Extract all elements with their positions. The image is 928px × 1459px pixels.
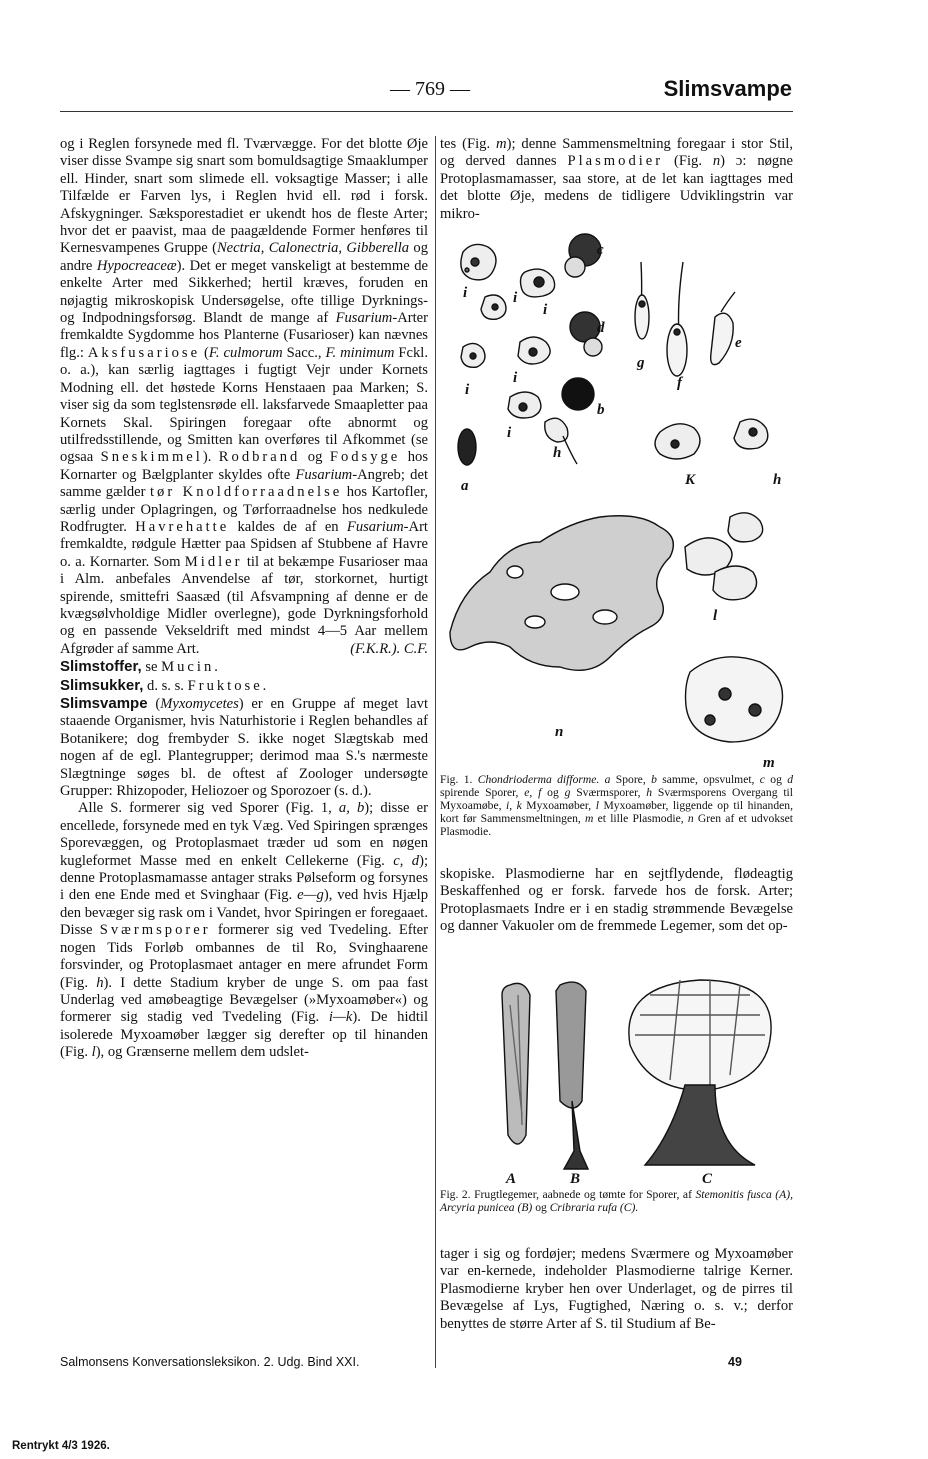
right-column-bottom xyxy=(440,1246,793,1333)
amoeba-cell xyxy=(521,269,555,297)
figure-1-caption: Fig. 1. Chondrioderma difforme. a Spore, b samme, opsvulmet, c og d spirende Sporer, e, f og g Sværmsporer, h Sværmsporens Overgang til Myxoamøbe, i, k Myxoamøber, l Myxoamøber, liggende op til hinanden, kort før Sammensmeltningen, m et lille Plasmodie, n Gren af et udvokset Plasmodie. xyxy=(440,773,794,838)
column-divider xyxy=(435,136,436,1368)
amoeba-k xyxy=(655,424,700,459)
page-number: — 769 — xyxy=(390,78,470,100)
fruiting-body-B xyxy=(556,982,588,1169)
paragraph-plasmodia-nuclei: tager i sig og fordøjer; medens Sværmere og Myxoamøber var en-kernede, indeholder Plasmodierne talrige Kerner. Plasmodierne kryber hen over Underlaget, og de pirres til Bevægelse af Lys, Fugtighed, Næring o. s. v.; derfor benyttes de større Arter af S. til Studium af Be- xyxy=(440,1246,793,1332)
fig1-label: l xyxy=(713,608,718,624)
running-head: Slimsvampe xyxy=(663,76,792,101)
publication-line: Salmonsens Konversationsleksikon. 2. Udg. Bind XXI. xyxy=(60,1355,360,1369)
author-signature: (F.K.R.). C.F. xyxy=(350,640,428,657)
page-header xyxy=(60,68,792,108)
paragraph-spores: Alle S. formerer sig ved Sporer (Fig. 1, a, b); disse er encellede, forsynede med en tyk Væg. Ved Spiringen sprænges Sporevæggen, og Protoplasmaet træder ud som en nøgen kugleformet Masse med en enkelt Cellekerne (Fig. c, d); denne Protoplasmamasse antager straks Pølseform og forsynes i den ene Ende med et Svinghaar (Fig. e—g), ved hvis Hjælp den bevæger sig rask om i Vandet, hvor Spiringen er foregaaet. Disse Sværmsporer formerer sig ved Tvedeling. Efter nogen Tids Forløb ombannes de til Ro, Svinghaarene forsvinder, og Protoplasmaet antager en mere afrundet Form (Fig. h). I dette Stadium kryber de unge S. om paa fast Underlag ved amøbeagtige Bevægelser (»Myxoamøber«) og formerer sig stadig ved Tvedeling (Fig. i—k). De hidtil isolerede Myxoamøber lægger sig derefter op til hinanden (Fig. l), og Grænserne mellem dem udslet- xyxy=(60,800,429,1061)
paragraph-plasmodia-cont: skopiske. Plasmodierne har en sejtflydende, flødeagtig Beskaffenhed og er forsk. farvede hos de forsk. Arter; Protoplasmaets Indre er i en stadig strømmende Bevægelse og danner Vakuoler om de fremmede Legemer, som det op- xyxy=(440,866,793,935)
fig1-label: h xyxy=(773,472,782,488)
reprint-note: Rentrykt 4/3 1926. xyxy=(12,1440,110,1452)
entry-slimstoffer: Slimstoffer, se Mucin. xyxy=(60,658,218,676)
fig1-label: g xyxy=(637,355,645,371)
entry-slimsukker: Slimsukker, d. s. s. Fruktose. xyxy=(60,676,267,694)
fig2-label: A xyxy=(506,1171,517,1185)
swarm-spore-g xyxy=(635,262,649,339)
fig1-label: K xyxy=(685,472,696,488)
amoeba-cell xyxy=(481,295,506,319)
fig1-label: m xyxy=(763,755,775,767)
right-column-middle xyxy=(440,866,793,936)
figure-2-labels xyxy=(505,1171,713,1185)
page-footer xyxy=(60,1355,793,1369)
fruiting-body-A xyxy=(502,983,530,1144)
fig1-label: i xyxy=(507,425,512,441)
paragraph-fusarioses: og i Reglen forsynede med fl. Tværvægge. For det blotte Øje viser disse Svampe sig snart som bomuldsagtige Smaaklumper ell. Hinder, snart som slimede ell. voksagtige Masser; i alle Tilfælde er Farven lys, i Reglen hvid ell. rød i forsk. Afskygninger. Sæksporestadiet er ukendt hos de fleste Arter; hvor det er paavist, maa de paagældende Former henføres til Kernesvampenes Gruppe (Nectria, Calonectria, Gibberella og andre Hypocreaceæ). Det er meget vanskeligt at bestemme de enkelte Arter med Sikkerhed; hertil kræves, foruden en nøjagtig mikroskopisk Undersøgelse, ofte tillige Dyrknings- og Indpodningsforsøg. Blandt de mange af Fusarium-Arter fremkaldte Sygdomme hos Planterne (Fusarioser) kan nævnes flg.: Aksfusariose (F. culmorum Sacc., F. minimum Fckl. o. a.), kan særlig iagttages i fugtigt Vejr under Kornets Modning ell. det høstede Korns Henstaaen paa Marken; S. viser sig da som teglstensrøde ell. laksfarvede Smaapletter paa Kornets Skal. Spiringen foregaar ofte abnormt og utilfredsstillende, og Smitten kan overføres til Afkommet (se ogsaa Sneskimmel). Rodbrand og Fodsyge hos Kornarter og Bælgplanter skyldes ofte Fusarium-Angreb; det samme gælder tør Knoldforraadnelse hos Kartofler, særlig under Oplagringen, og Tørforraadnelse hos nedkulede Rodfrugter. Havrehatte kaldes de af en Fusarium-Art fremkaldte, rødgule Hætter paa Spidsen af Stubbene af Havre o. a. Kornarter. Som Midler til at bekæmpe Fusarioser maa i Alm. anbefales Anvendelse af tør, storkornet, hurtigt spirende, smittefri Saasæd (til Afsvampning af denne er de kvægsølvholdige Midler overlegne), gode Dyrkningsforhold og en passende Vekseldrift med mindst 4—5 Aar mellem Afgrøder af samme Art. (F.K.R.). C.F. xyxy=(60,136,429,657)
amoeba-cell xyxy=(518,337,550,364)
amoeba-h xyxy=(734,419,768,449)
amoeba-cell xyxy=(461,343,485,367)
figure-1-illustration xyxy=(445,222,793,767)
plasmodium-branch-n xyxy=(450,516,673,671)
fig1-label: f xyxy=(677,375,682,391)
signature-number: 49 xyxy=(728,1355,742,1369)
fig1-label: a xyxy=(461,478,469,494)
entry-headword: Slimsukker, xyxy=(60,676,144,694)
spore-a xyxy=(458,429,476,465)
entry-headword: Slimsvampe xyxy=(60,695,148,712)
entry-slimsvampe: Slimsvampe (Myxomycetes) er en Gruppe af meget lavt staaende Organismer, hvis Naturhistorie i Reglen behandles af Botanikere; dog frembyder S. ikke noget Slægtskab med nogen af de egl. Plantegrupper; derimod maa S.'s nærmeste Slægtninge søges bl. de oftest af Zoologer undersøgte Grupper: Rhizopoder, Heliozoer og Sporozoer (s. d.). xyxy=(60,695,428,800)
fig1-label: i xyxy=(513,370,518,386)
cross-reference: Fruktose xyxy=(187,677,263,694)
amoeba-cell xyxy=(508,392,541,418)
fig2-label: C xyxy=(702,1171,713,1185)
fig1-label: i xyxy=(465,382,470,398)
fruiting-body-C xyxy=(629,980,771,1165)
spore-b xyxy=(562,378,594,410)
right-column-top xyxy=(440,136,793,223)
fig1-label: d xyxy=(597,320,605,336)
amoeba-cell xyxy=(461,244,496,279)
header-rule xyxy=(60,111,793,112)
fig1-label: h xyxy=(553,445,562,461)
fig1-label: i xyxy=(543,302,548,318)
left-column xyxy=(60,136,428,1062)
cross-reference: Mucin xyxy=(161,659,215,676)
entry-headword: Slimstoffer, xyxy=(60,658,142,676)
fig2-label: B xyxy=(570,1171,581,1185)
swarm-spore-e xyxy=(711,292,735,365)
swarm-spore-f xyxy=(667,262,687,376)
myxoamoeba-group-l xyxy=(685,513,763,600)
fig1-label: n xyxy=(555,724,564,740)
fig1-label: i xyxy=(463,285,468,301)
paragraph-plasmodia: tes (Fig. m); denne Sammensmeltning foregaar i stor Stil, og derved dannes Plasmodier (Fig. n) ɔ: nøgne Protoplasmamasser, saa store, at de let kan iagttages med det blotte Øje, medens de tidligere Udviklingstrin var mikro- xyxy=(440,136,794,222)
fig1-label: b xyxy=(597,402,605,418)
figure-2-caption: Fig. 2. Frugtlegemer, aabnede og tømte for Sporer, af Stemonitis fusca (A), Arcyria punicea (B) og Cribraria rufa (C). xyxy=(440,1188,793,1214)
figure-2-illustration xyxy=(480,975,790,1185)
fig1-label: e xyxy=(735,335,742,351)
fig1-label: i xyxy=(513,290,518,306)
spore-germinating-c xyxy=(565,234,601,277)
plasmodium-m xyxy=(686,657,783,742)
fig1-label: c xyxy=(597,242,604,258)
